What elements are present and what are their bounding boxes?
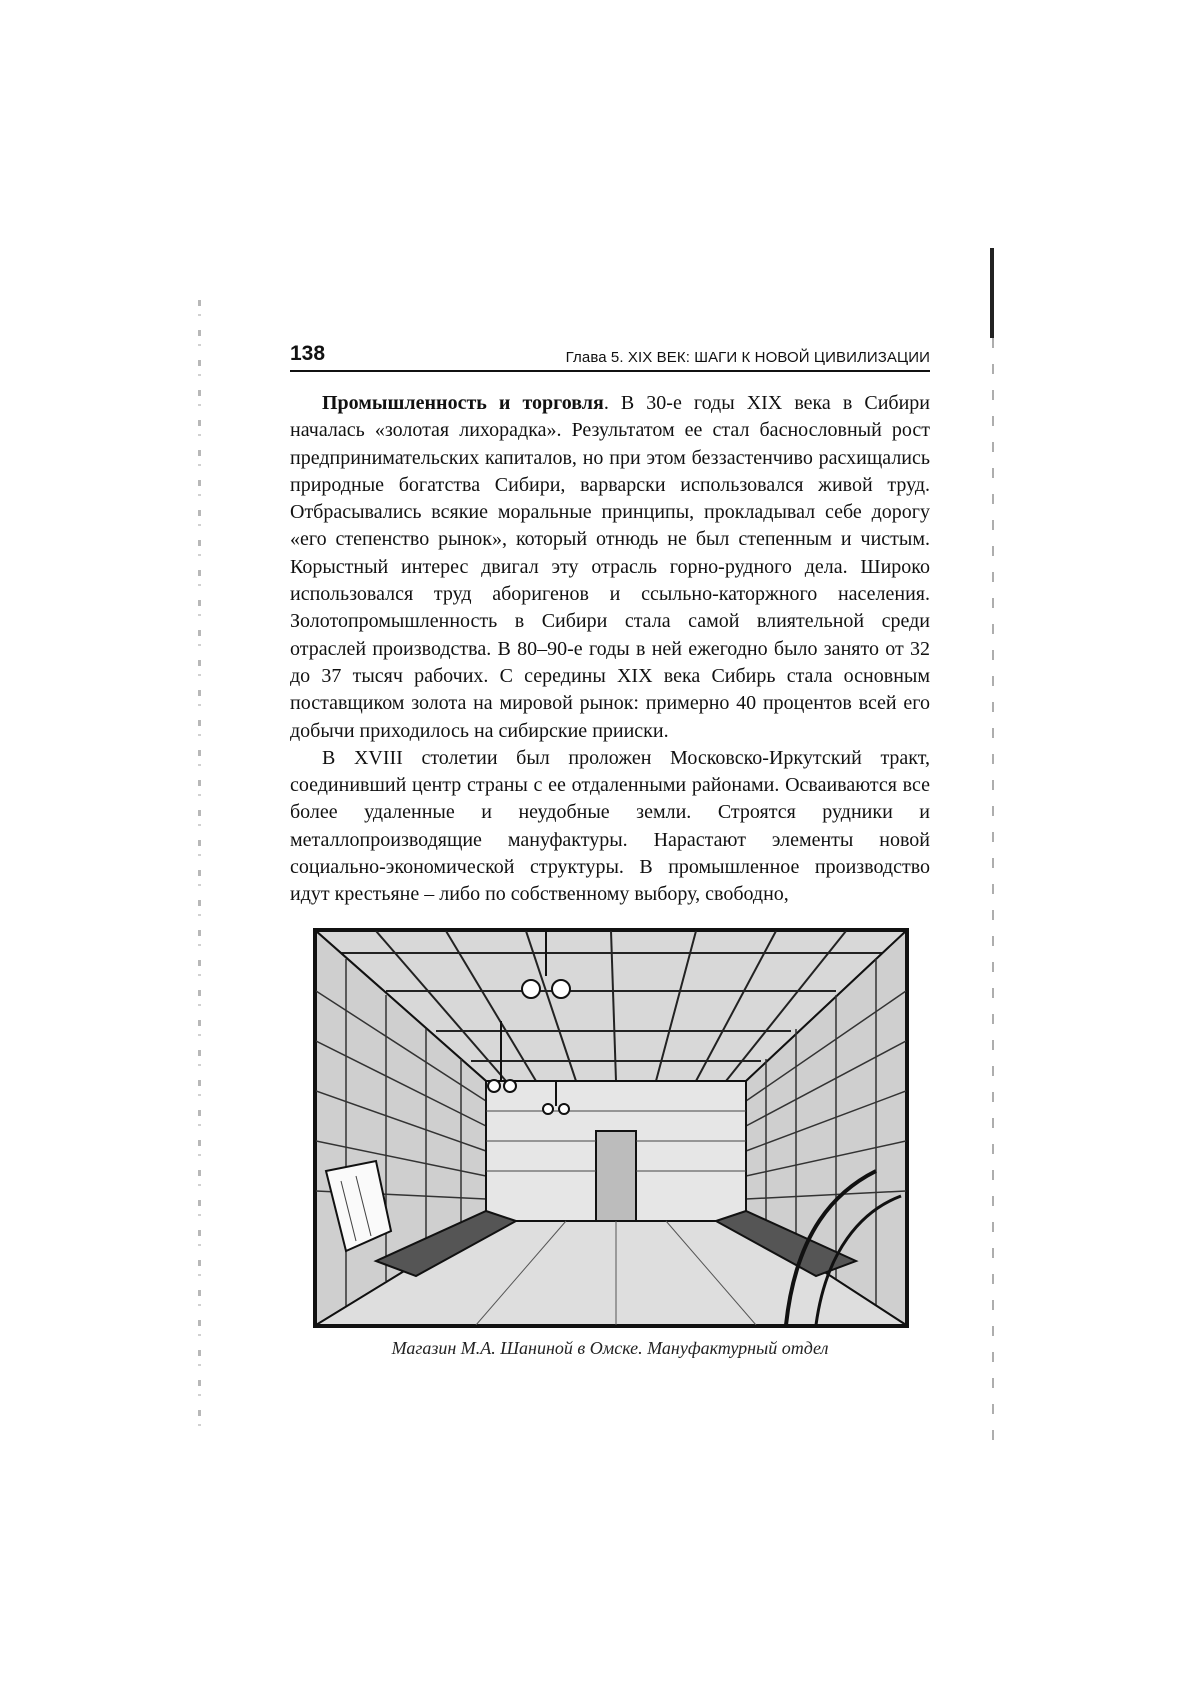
page-number: 138 — [290, 342, 326, 365]
figure-store-interior-illustration — [313, 928, 909, 1328]
paragraph-moscow-irkutsk-tract — [290, 745, 930, 909]
body-text — [290, 390, 930, 909]
figure-caption: Магазин М.А. Шаниной в Омске. Мануфактурный отдел — [391, 1338, 829, 1358]
book-page — [290, 336, 930, 909]
store-interior-drawing — [316, 931, 906, 1325]
scan-artifact-right-dashed — [992, 338, 994, 1448]
scan-artifact-right — [990, 248, 994, 338]
chapter-title: Глава 5. XIX ВЕК: ШАГИ К НОВОЙ ЦИВИЛИЗАЦИИ — [565, 349, 930, 366]
scan-artifact-left — [198, 300, 201, 1440]
paragraph-text: В XVIII столетии был проложен Московско-Иркутский тракт, соединивший центр страны с ее отдаленными районами. Осваиваются все более удаленные и неудобные земли. Строятся рудники и металлопроизводящие мануфактуры. Нарастают элементы новой социально-экономической структуры. В промышленное производство идут крестьяне – либо по собственному выбору, свободно, — [290, 746, 930, 906]
paragraph-industry-trade — [290, 390, 930, 745]
paragraph-run-in-heading: Промышленность и торговля — [322, 392, 604, 414]
paragraph-text: . В 30-е годы XIX века в Сибири началась «золотая лихорадка». Результатом ее стал баснословный рост предпринимательских капиталов, но при этом беззастенчиво расхищались природные богатства Сибири, варварски использовался живой труд. Отбрасывались всякие моральные принципы, прокладывал себе дорогу «его степенство рынок», который отнюдь не был степенным и чистым. Корыстный интерес двигал эту отрасль горно-рудного дела. Широко использовался труд аборигенов и ссыльно-каторжного населения. Золотопромышленность в Сибири стала самой влиятельной среди отраслей производства. В 80–90-е годы в ней ежегодно было занято от 32 до 37 тысяч рабочих. С середины XIX века Сибирь стала основным поставщиком золота на мировой рынок: примерно 40 процентов всей его добычи приходилось на сибирские прииски. — [290, 392, 930, 742]
running-head — [290, 336, 930, 372]
